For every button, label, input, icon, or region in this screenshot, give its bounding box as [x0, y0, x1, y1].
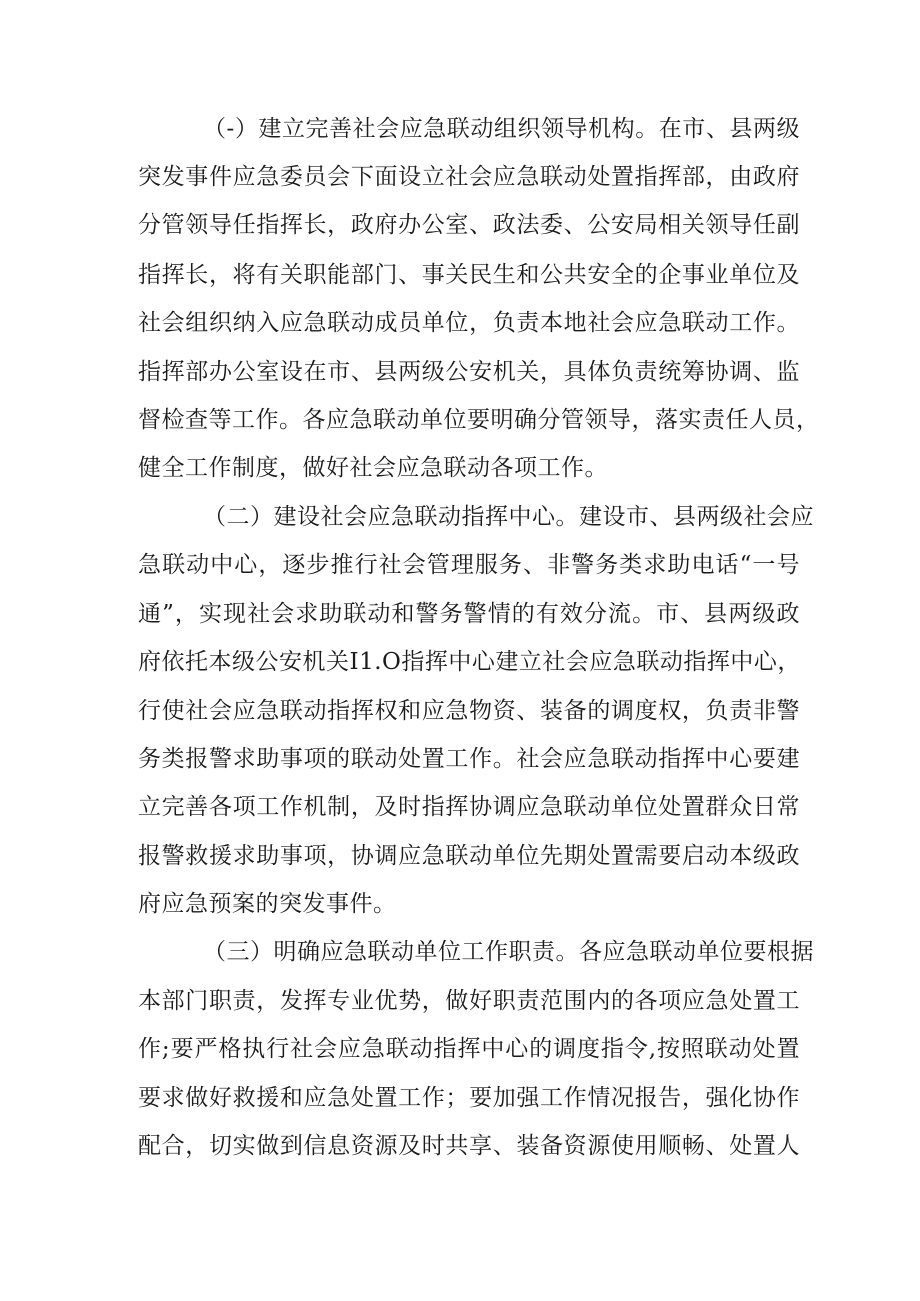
paragraph-1-line-4: 指挥长，将有关职能部门、事关民生和公共安全的企事业单位及 — [138, 262, 800, 288]
paragraph-2-line-9: 府应急预案的突发事件。 — [138, 891, 397, 917]
paragraph-2-line-7: 立完善各项工作机制，及时指挥协调应急联动单位处置群众日常 — [138, 794, 800, 820]
paragraph-2-line-5: 行使社会应急联动指挥权和应急物资、装备的调度权，负责非警 — [138, 698, 800, 724]
paragraph-1-line-2: 突发事件应急委员会下面设立社会应急联动处置指挥部，由政府 — [138, 164, 800, 190]
paragraph-3-line-2: 本部门职责，发挥专业优势，做好职责范围内的各项应急处置工 — [138, 988, 800, 1014]
paragraph-2-line-6: 务类报警求助事项的联动处置工作。社会应急联动指挥中心要建 — [138, 746, 800, 772]
paragraph-3-line-5: 配合，切实做到信息资源及时共享、装备资源使用顺畅、处置人 — [138, 1133, 800, 1159]
paragraph-2-line-4: 府依托本级公安机关I1.O指挥中心建立社会应急联动指挥中心， — [138, 649, 801, 675]
paragraph-2-line-8: 报警救援求助事项，协调应急联动单位先期处置需要启动本级政 — [138, 843, 800, 869]
paragraph-1-line-3: 分管领导任指挥长，政府办公室、政法委、公安局相关领导任副 — [138, 212, 800, 238]
paragraph-1-line-6: 指挥部办公室设在市、县两级公安机关，具体负责统筹协调、监 — [138, 359, 800, 385]
paragraph-1-line-1: （-）建立完善社会应急联动组织领导机构。在市、县两级 — [203, 116, 800, 142]
paragraph-3-line-1: （三）明确应急联动单位工作职责。各应急联动单位要根据 — [203, 939, 814, 965]
paragraph-1-line-8: 健全工作制度，做好社会应急联动各项工作。 — [138, 455, 608, 481]
paragraph-2-line-3: 通”，实现社会求助联动和警务警情的有效分流。市、县两级政 — [138, 601, 800, 627]
paragraph-1-line-5: 社会组织纳入应急联动成员单位，负责本地社会应急联动工作。 — [138, 310, 800, 336]
paragraph-3-line-3: 作;要严格执行社会应急联动指挥中心的调度指令,按照联动处置 — [138, 1036, 800, 1062]
paragraph-3-line-4: 要求做好救援和应急处置工作；要加强工作情况报告，强化协作 — [138, 1085, 800, 1111]
paragraph-2-line-2: 急联动中心，逐步推行社会管理服务、非警务类求助电话“一号 — [138, 552, 800, 578]
paragraph-2-line-1: （二）建设社会应急联动指挥中心。建设市、县两级社会应 — [203, 504, 814, 530]
paragraph-1-line-7: 督检查等工作。各应急联动单位要明确分管领导，落实责任人员， — [138, 407, 820, 433]
